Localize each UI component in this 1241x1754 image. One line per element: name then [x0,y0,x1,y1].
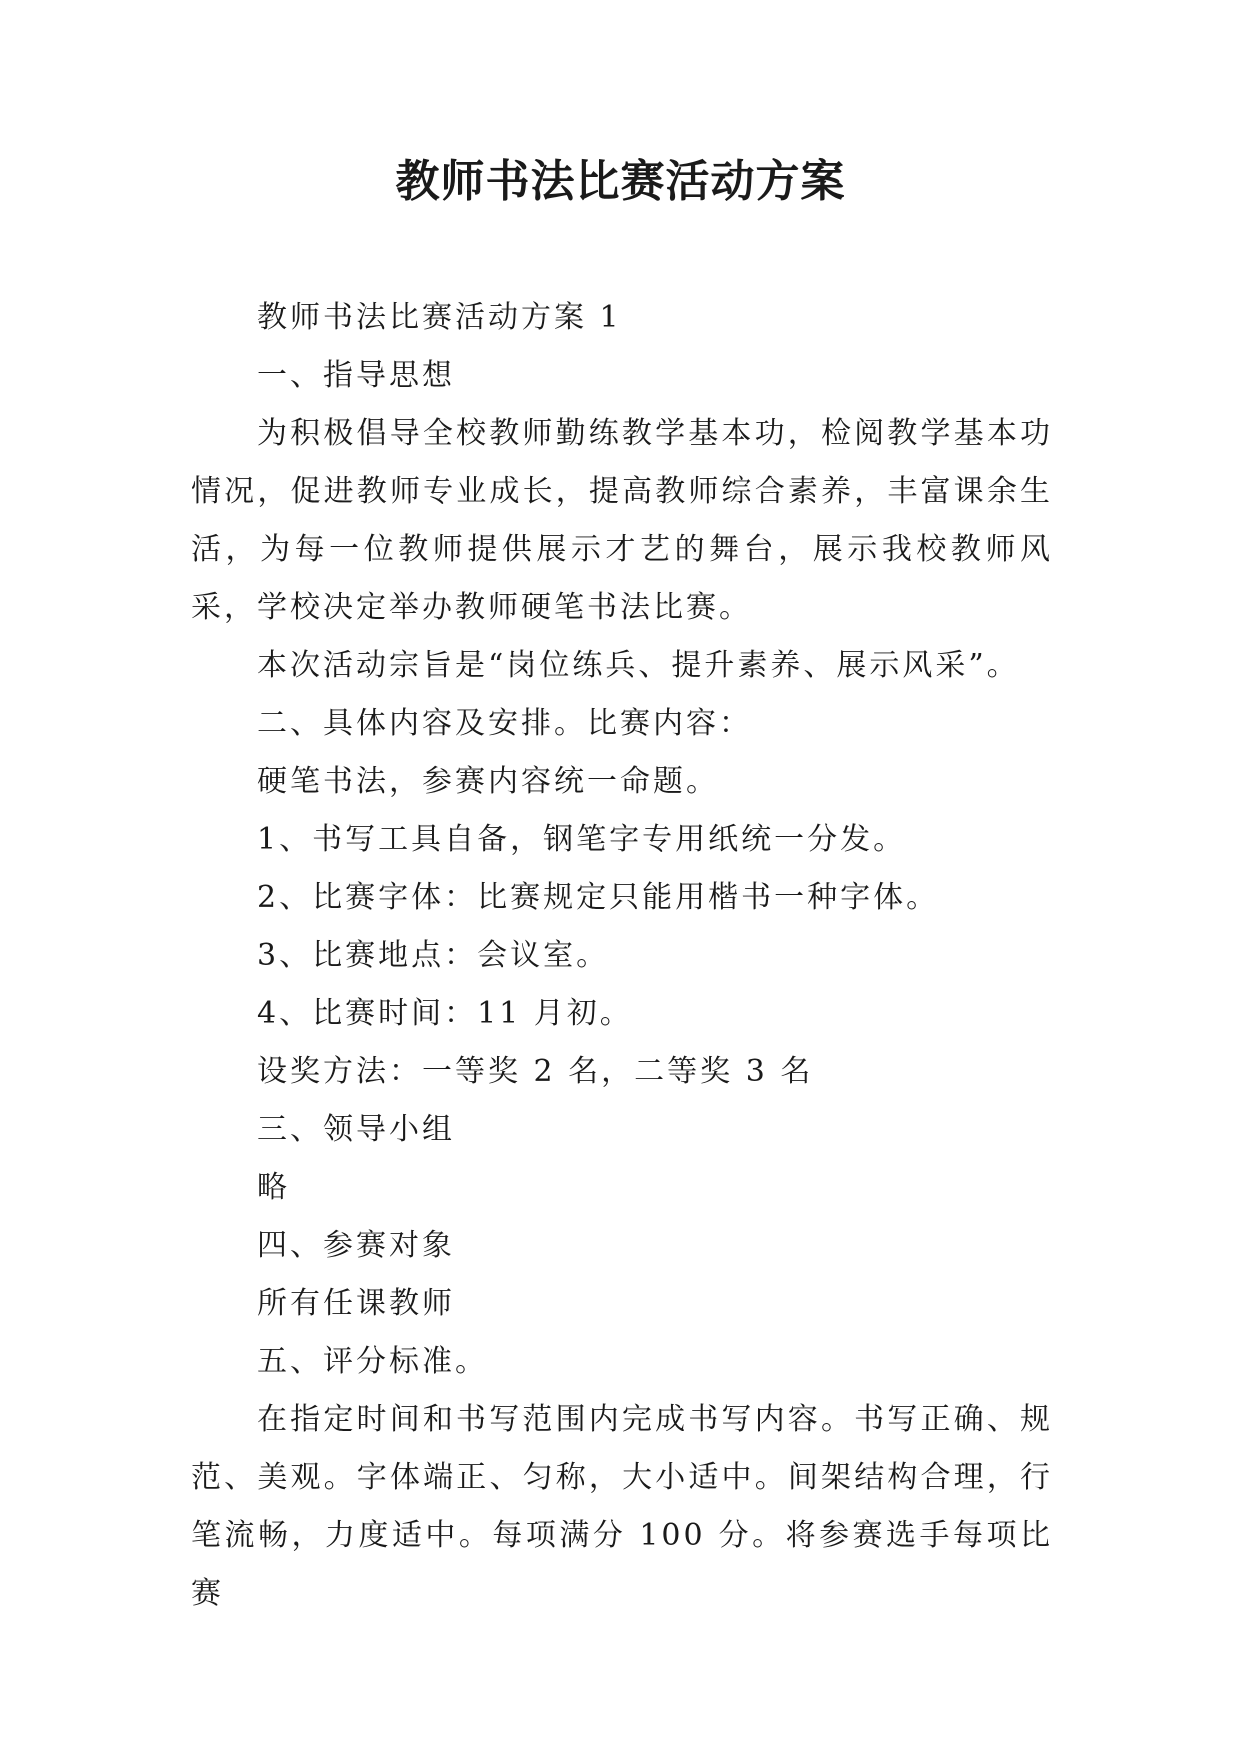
paragraph-purpose: 为积极倡导全校教师勤练教学基本功，检阅教学基本功情况，促进教师专业成长，提高教师综合素养，丰富课余生活，为每一位教师提供展示才艺的舞台，展示我校教师风采，学校决定举办教师硬笔书法比赛。 [191,416,1053,625]
document-body [191,289,1053,1623]
paragraph-participants: 所有任课教师 [257,1286,455,1321]
list-item-time: 4、比赛时间：11 月初。 [257,996,633,1031]
section-heading-scoring-criteria: 五、评分标准。 [257,1344,488,1379]
paragraph-omitted: 略 [257,1170,290,1205]
paragraph-awards: 设奖方法：一等奖 2 名，二等奖 3 名 [257,1054,814,1089]
section-heading-participants: 四、参赛对象 [257,1228,455,1263]
list-item-location: 3、比赛地点：会议室。 [257,938,610,973]
section-heading-guiding-ideology: 一、指导思想 [257,358,455,393]
paragraph-theme: 本次活动宗旨是“岗位练兵、提升素养、展示风采”。 [257,648,1020,683]
document-title: 教师书法比赛活动方案 [395,156,846,207]
list-item-tools: 1、书写工具自备，钢笔字专用纸统一分发。 [257,822,907,857]
list-item-font: 2、比赛字体：比赛规定只能用楷书一种字体。 [257,880,940,915]
section-heading-content-arrangement: 二、具体内容及安排。比赛内容： [257,706,752,741]
section-heading-plan-1: 教师书法比赛活动方案 1 [257,300,622,335]
section-heading-leadership-group: 三、领导小组 [257,1112,455,1147]
paragraph-scoring: 在指定时间和书写范围内完成书写内容。书写正确、规范、美观。字体端正、匀称，大小适中。间架结构合理，行笔流畅，力度适中。每项满分 100 分。将参赛选手每项比赛 [191,1402,1053,1611]
paragraph-calligraphy-type: 硬笔书法，参赛内容统一命题。 [257,764,719,799]
